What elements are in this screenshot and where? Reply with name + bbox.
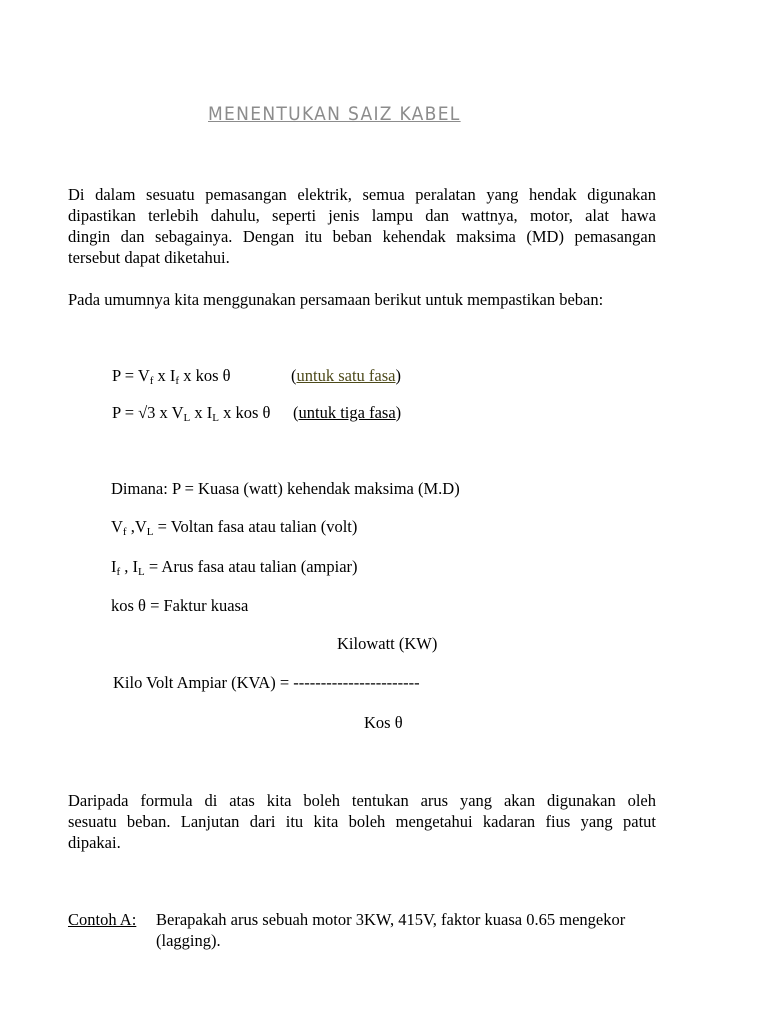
intro-line: dingin dan sebagainya. Dengan itu beban kehendak maksima (MD) pemasangan <box>68 227 656 246</box>
kva-denominator: Kos θ <box>364 713 403 732</box>
formula-text: x kos θ <box>179 366 231 385</box>
page-title: MENENTUKAN SAIZ KABEL <box>208 103 461 125</box>
formula-three-phase-note <box>293 402 401 423</box>
conclusion-paragraph <box>68 790 656 853</box>
symbol: V <box>111 517 123 536</box>
paren: ) <box>395 366 401 385</box>
subscript: f <box>116 566 121 578</box>
intro-line: dipastikan terlebih dahulu, seperti jenis lampu dan wattnya, motor, alat hawa <box>68 206 656 225</box>
formula-text: P = V <box>112 366 150 385</box>
conclusion-line: sesuatu beban. Lanjutan dari itu kita boleh mengetahui kadaran fius yang patut <box>68 812 656 831</box>
example-question-line1: Berapakah arus sebuah motor 3KW, 415V, faktor kuasa 0.65 mengekor <box>156 910 626 929</box>
kva-numerator: Kilowatt (KW) <box>337 634 438 653</box>
subscript: f <box>122 526 127 538</box>
equation-intro: Pada umumnya kita menggunakan persamaan berikut untuk mempastikan beban: <box>68 290 604 309</box>
symbol: , I <box>120 557 139 576</box>
symbol: I <box>111 557 117 576</box>
conclusion-line: dipakai. <box>68 833 121 852</box>
subscript: L <box>183 412 191 424</box>
definition-text: = Voltan fasa atau talian (volt) <box>153 517 358 536</box>
definition-i <box>111 556 358 577</box>
formula-text: x I <box>190 403 213 422</box>
formula-text: x I <box>153 366 176 385</box>
subscript: L <box>146 526 154 538</box>
formula-text: P = √3 x V <box>112 403 184 422</box>
kva-formula: Kilo Volt Ampiar (KVA) = ----------------------- <box>113 673 420 692</box>
example-label-text: Contoh A: <box>68 910 137 929</box>
formula-three-phase <box>112 402 270 423</box>
three-phase-note: untuk tiga fasa <box>298 403 396 422</box>
formula-single-phase <box>112 365 231 386</box>
formula-single-phase-note <box>291 365 401 386</box>
conclusion-line: Daripada formula di atas kita boleh tentukan arus yang akan digunakan oleh <box>68 791 656 810</box>
paren: ( <box>293 403 299 422</box>
definition-kos: kos θ = Faktur kuasa <box>111 596 249 615</box>
subscript: f <box>149 375 154 387</box>
definition-v <box>111 516 357 537</box>
paren: ) <box>395 403 402 422</box>
example-question-line2: (lagging). <box>156 931 221 950</box>
subscript: f <box>175 375 180 387</box>
subscript: L <box>212 412 220 424</box>
paren: ( <box>291 366 297 385</box>
subscript: L <box>138 566 145 578</box>
single-phase-note: untuk satu fasa <box>296 366 396 385</box>
intro-line: tersebut dapat diketahui. <box>68 248 230 267</box>
intro-paragraph <box>68 184 656 268</box>
definition-p: Dimana: P = Kuasa (watt) kehendak maksima (M.D) <box>111 479 460 498</box>
intro-line: Di dalam sesuatu pemasangan elektrik, semua peralatan yang hendak digunakan <box>68 185 656 204</box>
definition-text: = Arus fasa atau talian (ampiar) <box>144 557 358 576</box>
example-label <box>68 909 136 930</box>
symbol: ,V <box>126 517 147 536</box>
formula-text: x kos θ <box>219 403 271 422</box>
